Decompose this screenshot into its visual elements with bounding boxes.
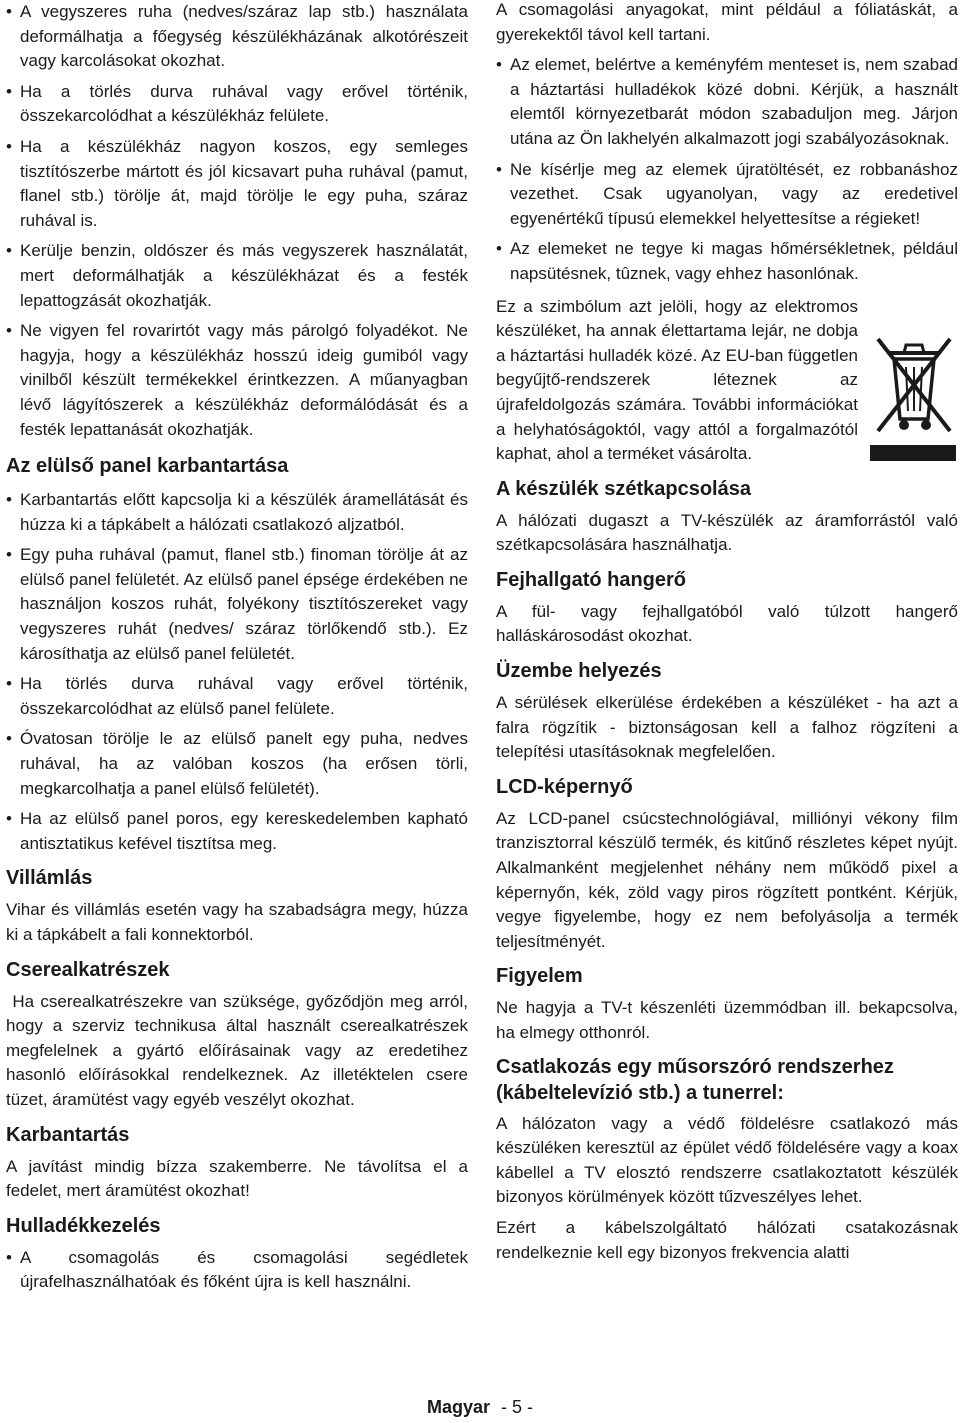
- list-item: • A csomagolás és csomagolási segédletek újrafelhasználhatóak és főként újra is kell használni.: [6, 1246, 468, 1295]
- paragraph: Ha cserealkatrészekre van szüksége, győződjön meg arról, hogy a szerviz technikusa által használt cserealkatrészek megfelelnek a gyártó előírásainak vagy az eredetihez hasonló előírásokkal rendelkeznek. Az illetéktelen csere tüzet, áramütést vagy egyéb veszélyt okozhat.: [6, 991, 473, 1109]
- list-item: • Ha a törlés durva ruhával vagy erővel történik, összekarcolódhat a készülékház felülete.: [6, 80, 468, 129]
- weee-block: [496, 295, 958, 467]
- list-item: • Egy puha ruhával (pamut, flanel stb.) finoman törölje át az elülső panel felületét. Az elülső panel épsége érdekében ne használjon koszos ruhát, folyékony tisztítószereket vagy vegyszeres ruhát (nedves/ száraz törlőkendő stb.). Ez károsíthatja az elülső panel felületét.: [6, 543, 468, 666]
- right-column: [496, 0, 958, 1265]
- list-item: • A vegyszeres ruha (nedves/száraz lap stb.) használata deformálhatja a főegység készülékházának alkotórészeit vagy karcolásokat okozhat.: [6, 0, 468, 74]
- section-heading: Figyelem: [496, 965, 583, 988]
- section-heading: Az elülső panel karbantartása: [6, 455, 289, 478]
- list-item: • Kerülje benzin, oldószer és más vegyszerek használatát, mert deformálhatják a készülékházat és a festék lepattogzását okozhatják.: [6, 239, 468, 313]
- footer-language: Magyar: [426, 1397, 490, 1417]
- paragraph: Ne hagyja a TV-t készenléti üzemmódban ill. bekapcsolva, ha elmegy otthonról.: [496, 998, 958, 1042]
- paragraph: A hálózaton vagy a védő földelésre csatlakozó más készüléken keresztül az épület védő földelésére vagy a koax kábellel a TV elosztó rendszerre csatlakoztatott készülék bizonyos körülmények között tűzveszélyes lehet.: [496, 1113, 958, 1207]
- list-item: • Az elemet, belértve a keményfém menteset is, nem szabad a háztartási hulladékok közé dobni. Kérjük, a használt elemtől környezetbarát módon szabaduljon meg. Járjon utána az Ön lakhelyén alkalmazott jogi szabályozásoknak.: [496, 53, 958, 151]
- section-heading: Hulladékkezelés: [6, 1214, 161, 1237]
- list-item: • Karbantartás előtt kapcsolja ki a készülék áramellátását és húzza ki a tápkábelt a hálózati csatlakozó aljzatból.: [6, 488, 468, 537]
- list-item: • Ha a készülékház nagyon koszos, egy semleges tisztítószerbe mártott és jól kicsavart puha ruhával (pamut, flanel stb.) törölje át, majd törölje le egy puha, száraz ruhával is.: [6, 135, 468, 233]
- paragraph: Ezért a kábelszolgáltató hálózati csatakozásnak rendelkeznie kell egy bizonyos frekvencia alatti: [496, 1217, 958, 1262]
- list-item: • Ha törlés durva ruhával vagy erővel történik, összekarcolódhat az elülső panel felülete.: [6, 672, 468, 721]
- section-heading: Cserealkatrészek: [6, 958, 170, 981]
- page-footer: [0, 1394, 960, 1420]
- list-item: • Az elemeket ne tegye ki magas hőmérsékletnek, például napsütésnek, tûznek, vagy ehhez hasonlónak.: [496, 237, 958, 286]
- paragraph: A csomagolási anyagokat, mint például a fóliatáskát, a gyerekektől távol kell tartani.: [496, 0, 958, 44]
- paragraph: Az LCD-panel csúcstechnológiával, milliónyi vékony film tranzisztorral készülő termék, és kitűnő részletes képet nyújt. Alkalmanként megjelenhet néhány nem működő pixel a képernyőn, kék, zöld vagy piros rögzített pontként. Kérjük, vegye figyelembe, hogy ez nem befolyásolja a termék teljesítményét.: [496, 808, 958, 951]
- section-heading: LCD-képernyő: [496, 775, 633, 798]
- paragraph: A sérülések elkerülése érdekében a készüléket - ha azt a falra rögzítik - biztonságosan kell a falhoz rögzíteni a telepítési utasításoknak megfelelően.: [496, 693, 958, 762]
- list-item: • Ne vigyen fel rovarirtót vagy más párolgó folyadékot. Ne hagyja, hogy a készülékház hosszú ideig gumiból vagy vinilből készült termékekkel érintkezzen. A műanyagban lévő lágyítószerek a készülékház deformálódását és a festék lepattanását okozhatják.: [6, 319, 468, 442]
- section-heading: Csatlakozás egy műsorszóró rendszerhez (kábeltelevízió stb.) a tunerrel:: [496, 1055, 894, 1104]
- list-item: • Ne kísérlje meg az elemek újratöltését, ez robbanáshoz vezethet. Csak ugyanolyan, vagy az eredetivel egyenértékű típusú elemekkel helyettesítse a régieket!: [496, 158, 958, 232]
- list-item: • Ha az elülső panel poros, egy kereskedelemben kapható antisztatikus kefével tisztítsa meg.: [6, 807, 468, 856]
- paragraph: A hálózati dugaszt a TV-készülék az áramforrástól való szétkapcsolására használhatja.: [496, 510, 958, 555]
- section-heading: Karbantartás: [6, 1123, 130, 1146]
- paragraph: A fül- vagy fejhallgatóból való túlzott hangerő halláskárosodást okozhat.: [496, 601, 958, 646]
- page-number: - 5 -: [501, 1397, 534, 1417]
- paragraph: A javítást mindig bízza szakemberre. Ne távolítsa el a fedelet, mert áramütést okozhat!: [6, 1156, 468, 1201]
- section-heading: A készülék szétkapcsolása: [496, 477, 751, 500]
- left-column: [6, 0, 473, 1295]
- list-item: • Óvatosan törölje le az elülső panelt egy puha, nedves ruhával, ha az valóban koszos (ha erősen törli, megkarcolhatja a panel elülső felületét).: [6, 727, 468, 801]
- section-heading: Villámlás: [6, 867, 93, 890]
- weee-text: Ez a szimbólum azt jelöli, hogy az elektromos készüléket, ha annak élettartama lejár, ne dobja a háztartási hulladék közé. Az EU-ban független begyűjtő-rendszerek léteznek az újrafeldolgozás számára. További információkat a helyhatóságoktól, vagy attól a forgalmazótól kaphat, ahol a terméket vásárolta.: [496, 296, 858, 464]
- crossed-out-wheelie-bin-icon: [866, 317, 958, 465]
- section-heading: Fejhallgató hangerő: [496, 568, 687, 591]
- paragraph: Vihar és villámlás esetén vagy ha szabadságra megy, húzza ki a tápkábelt a fali konnektorból.: [6, 900, 468, 944]
- section-heading: Üzembe helyezés: [496, 660, 662, 683]
